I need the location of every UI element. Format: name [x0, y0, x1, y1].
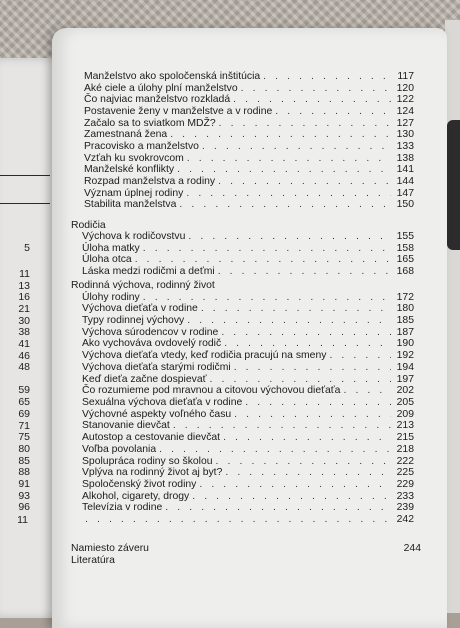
- left-page-number: 59: [18, 384, 30, 396]
- toc-entry-title: Stabilita manželstva: [84, 199, 177, 210]
- toc-entry-title: Stanovanie dievčat: [82, 420, 170, 431]
- toc-entry-title: Typy rodinnej výchovy: [82, 315, 185, 326]
- toc-entry-page: 158: [396, 243, 414, 254]
- toc-entry-page: 127: [396, 118, 414, 129]
- left-page-number: 30: [18, 315, 30, 327]
- toc-entry-page: 147: [396, 188, 414, 199]
- toc-section-heading[interactable]: Rodinná výchova, rodinný život: [71, 280, 215, 291]
- toc-entry-page: 215: [396, 432, 414, 443]
- toc-entry-page: 130: [396, 129, 414, 140]
- toc-entry-page: 141: [396, 164, 414, 175]
- toc-entry-title: Výchova súrodencov v rodine: [82, 327, 219, 338]
- toc-leader-dots: [218, 265, 391, 278]
- toc-entry-title: Alkohol, cigarety, drogy: [82, 491, 190, 502]
- left-page-number: 41: [18, 338, 30, 350]
- toc-entry-title: Manželské konflikty: [84, 164, 175, 175]
- toc-entry-page: 194: [396, 362, 414, 373]
- toc-entry-page: 187: [396, 327, 414, 338]
- toc-entry-title: Postavenie ženy v manželstve a v rodine: [84, 106, 273, 117]
- toc-entry-page: 213: [396, 420, 414, 431]
- toc-entry-page: 233: [396, 491, 414, 502]
- left-page-number: 11: [19, 268, 30, 280]
- toc-section-heading[interactable]: Literatúra: [71, 555, 115, 566]
- toc-entry-page: 244: [403, 543, 421, 554]
- toc-entry-title: Výchova dieťaťa v rodine: [82, 303, 198, 314]
- toc-entry-page: 144: [396, 176, 414, 187]
- toc-entry-title: Výchova dieťaťa starými rodičmi: [82, 362, 231, 373]
- toc-entry-title: Aké ciele a úlohy plní manželstvo: [84, 83, 238, 94]
- toc-entry-page: 242: [396, 514, 414, 525]
- left-page-number: 80: [18, 443, 30, 455]
- toc-entry-title: Ako vychováva ovdovelý rodič: [82, 338, 222, 349]
- toc-entry-title: Spolupráca rodiny so školou: [82, 456, 213, 467]
- toc-entry-title: Zamestnaná žena: [84, 129, 168, 140]
- left-page-number: 5: [24, 242, 30, 254]
- toc-entry-title: Namiesto záveru: [71, 543, 149, 554]
- toc-entry-page: 209: [396, 409, 414, 420]
- toc-entry-title: Voľba povolania: [82, 444, 157, 455]
- left-page-number: 46: [18, 350, 30, 362]
- toc-entry-title: Rozpad manželstva a rodiny: [84, 176, 216, 187]
- toc-entry[interactable]: [82, 513, 414, 526]
- toc-entry-title: Výchova dieťaťa vtedy, keď rodičia pracujú na smeny: [82, 350, 327, 361]
- toc-section-heading[interactable]: Rodičia: [71, 220, 106, 231]
- toc-entry-page: 185: [396, 315, 414, 326]
- toc-entry-page: 172: [396, 292, 414, 303]
- toc-entry-title: Spoločenský život rodiny: [82, 479, 197, 490]
- toc-entry-page: 155: [396, 231, 414, 242]
- toc-entry-page: 229: [396, 479, 414, 490]
- left-page-number: 21: [18, 303, 30, 315]
- left-page-number: 88: [18, 466, 30, 478]
- toc-entry-page: 180: [396, 303, 414, 314]
- toc-entry-title: Úlohy rodiny: [82, 292, 140, 303]
- toc-entry-title: Význam úplnej rodiny: [84, 188, 184, 199]
- left-page-number: 16: [18, 291, 30, 303]
- left-page-number: 65: [18, 396, 30, 408]
- toc-entry-page: 222: [396, 456, 414, 467]
- toc-entry-page: 225: [396, 467, 414, 478]
- toc-entry-page: 124: [396, 106, 414, 117]
- toc-entry-title: Pracovisko a manželstvo: [84, 141, 199, 152]
- toc-entry-page: 197: [396, 374, 414, 385]
- toc-entry-title: Televízia v rodine: [82, 502, 163, 513]
- toc-entry-title: Sexuálna výchova dieťaťa v rodine: [82, 397, 243, 408]
- toc-entry-page: 218: [396, 444, 414, 455]
- toc-entry-page: 165: [396, 254, 414, 265]
- toc-entry-page: 122: [396, 94, 414, 105]
- left-page-number: 85: [18, 455, 30, 467]
- left-page-number: 11: [17, 514, 28, 526]
- toc-entry-title: Výchovné aspekty voľného času: [82, 409, 232, 420]
- left-page-number: 96: [18, 501, 30, 513]
- toc-entry-page: 150: [396, 199, 414, 210]
- toc-entry-title: Láska medzi rodičmi a deťmi: [82, 266, 215, 277]
- toc-entry[interactable]: [71, 542, 421, 555]
- left-page-number: 13: [18, 280, 30, 292]
- toc-entry-title: Začalo sa to sviatkom MDŽ?: [84, 118, 216, 129]
- toc-entry-title: Úloha otca: [82, 254, 132, 265]
- left-page-number: 48: [18, 361, 30, 373]
- toc-entry-page: 190: [396, 338, 414, 349]
- toc-leader-dots: [85, 513, 391, 526]
- toc-entry[interactable]: [84, 198, 414, 211]
- toc-entry[interactable]: [82, 265, 414, 278]
- toc-entry-title: Keď dieťa začne dospievať: [82, 374, 207, 385]
- toc-entry-page: 133: [396, 141, 414, 152]
- toc-entry-title: Čo najviac manželstvo rozkladá: [84, 94, 231, 105]
- left-page-number: 75: [18, 431, 30, 443]
- left-page-number: 69: [18, 408, 30, 420]
- toc-entry-title: Čo rozumieme pod mravnou a citovou výchovou dieťaťa: [82, 385, 341, 396]
- toc-entry-title: Vplýva na rodinný život aj byt?: [82, 467, 223, 478]
- toc-entry-page: 205: [396, 397, 414, 408]
- toc-entry-page: 168: [396, 266, 414, 277]
- toc-leader-dots: [179, 198, 391, 211]
- toc-entry-page: 120: [396, 83, 414, 94]
- toc-entry-page: 117: [397, 71, 414, 82]
- toc-entry-page: 138: [396, 153, 414, 164]
- toc-entry-page: 239: [396, 502, 414, 513]
- toc-entry-title: Úloha matky: [82, 243, 140, 254]
- toc-entry-title: Autostop a cestovanie dievčat: [82, 432, 221, 443]
- toc-entry-page: 202: [396, 385, 414, 396]
- toc-entry-title: Vzťah ku svokrovcom: [84, 153, 184, 164]
- toc-entry-title: Výchova k rodičovstvu: [82, 231, 186, 242]
- toc-leader-dots: [152, 542, 398, 555]
- left-page-number: 71: [18, 420, 30, 432]
- left-page-number: 93: [18, 490, 30, 502]
- toc-entry-page: 192: [396, 350, 414, 361]
- toc-entry-title: Manželstvo ako spoločenská inštitúcia: [84, 71, 261, 82]
- left-page-number: 38: [18, 326, 30, 338]
- left-page-number: 91: [18, 478, 30, 490]
